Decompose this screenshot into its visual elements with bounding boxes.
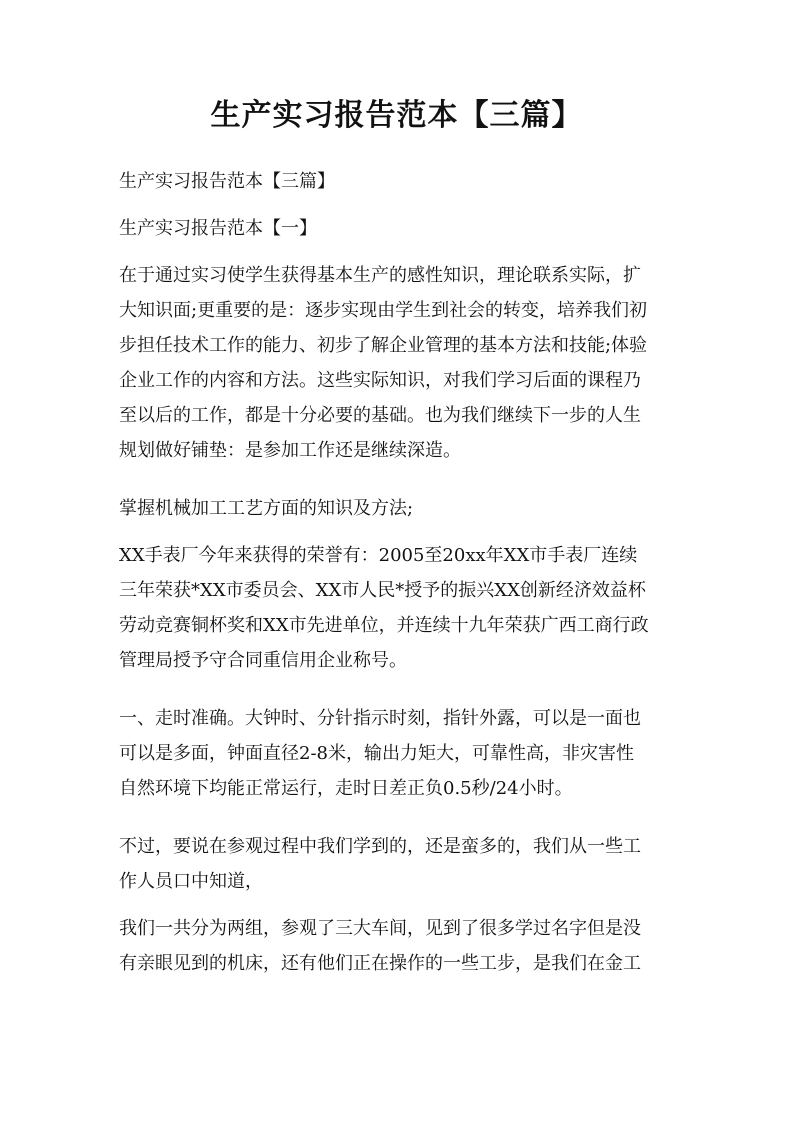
document-title: 生产实习报告范本【三篇】 — [210, 98, 583, 133]
paragraph-visit-learning — [119, 829, 681, 899]
paragraph-factory-honors — [119, 538, 681, 678]
text-line: 可以是多面，钟面直径2-8米，输出力矩大，可靠性高，非灾害性 — [119, 743, 634, 764]
paragraph-clock-accuracy — [119, 701, 681, 806]
text-line: 劳动竞赛铜杯奖和XX市先进单位，并连续十九年荣获广西工商行政 — [119, 615, 649, 636]
paragraph-machining-knowledge — [119, 491, 681, 526]
text-line: 规划做好铺垫：是参加工作还是继续深造。 — [119, 440, 461, 461]
text-line: XX手表厂今年来获得的荣誉有：2005至20xx年XX市手表厂连续 — [119, 545, 638, 566]
text-line: 生产实习报告范本【三篇】 — [119, 171, 335, 192]
paragraph-workshop-tour — [119, 911, 681, 981]
text-line: 自然环境下均能正常运行，走时日差正负0.5秒/24小时。 — [119, 778, 573, 799]
text-line: 作人员口中知道， — [119, 871, 263, 892]
text-line: 至以后的工作，都是十分必要的基础。也为我们继续下一步的人生 — [119, 405, 641, 426]
text-line: 不过，要说在参观过程中我们学到的，还是蛮多的，我们从一些工 — [119, 836, 641, 857]
text-line: 在于通过实习使学生获得基本生产的感性知识，理论联系实际，扩 — [119, 265, 641, 286]
paragraph-internship-purpose — [119, 258, 681, 468]
text-line: 一、走时准确。大钟时、分针指示时刻，指针外露，可以是一面也 — [119, 708, 641, 729]
paragraph-section-heading — [119, 211, 681, 246]
text-line: 步担任技术工作的能力、初步了解企业管理的基本方法和技能;体验 — [119, 335, 648, 356]
text-line: 掌握机械加工工艺方面的知识及方法; — [119, 498, 414, 519]
text-line: 有亲眼见到的机床，还有他们正在操作的一些工步，是我们在金工 — [119, 953, 641, 974]
text-line: 我们一共分为两组，参观了三大车间，见到了很多学过名字但是没 — [119, 918, 641, 939]
text-line: 三年荣获*XX市委员会、XX市人民*授予的振兴XX创新经济效益杯 — [119, 580, 646, 601]
text-line: 大知识面;更重要的是：逐步实现由学生到社会的转变，培养我们初 — [119, 300, 648, 321]
text-line: 企业工作的内容和方法。这些实际知识，对我们学习后面的课程乃 — [119, 370, 641, 391]
text-line: 管理局授予守合同重信用企业称号。 — [119, 650, 407, 671]
text-line: 生产实习报告范本【一】 — [119, 218, 317, 239]
paragraph-subtitle — [119, 164, 681, 199]
